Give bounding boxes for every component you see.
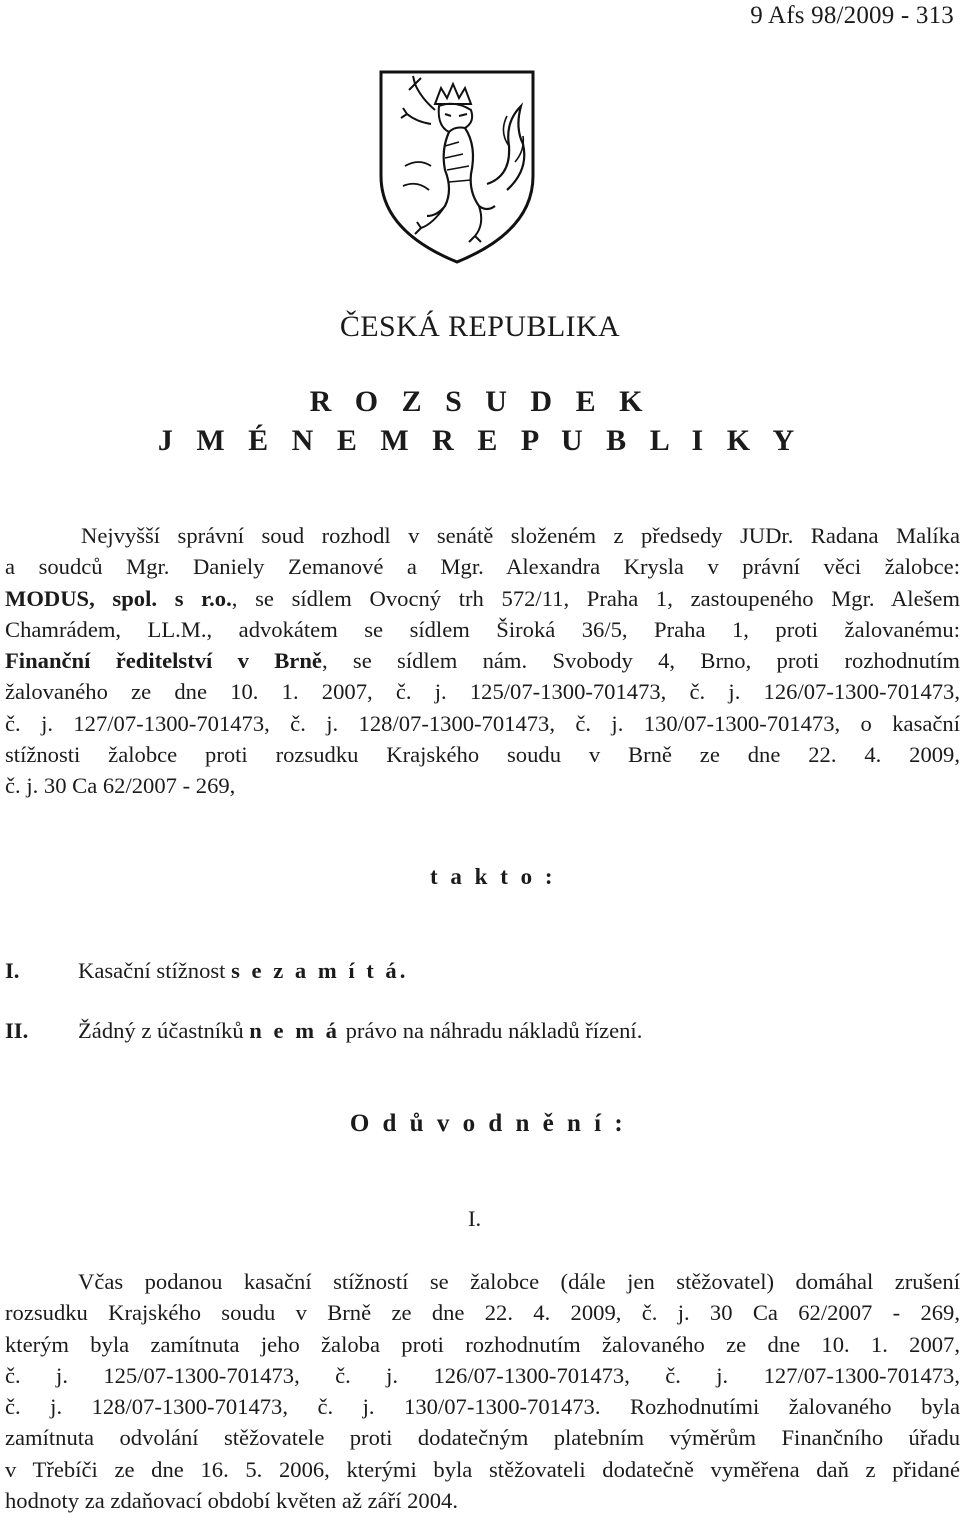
czech-coat-of-arms-lion-icon [375, 66, 539, 266]
judgment-subtitle: J M É N E M R E P U B L I K Y [157, 424, 803, 457]
reasoning-heading: O d ů v o d n ě n í : [349, 1110, 627, 1137]
intro-line: č. j. 30 Ca 62/2007 - 269, [5, 773, 236, 799]
intro-line: stížnosti žalobce proti rozsudku Krajského soudu v Brně ze dne 22. 4. 2009, [5, 742, 960, 768]
reasoning-line: v Třebíči ze dne 16. 5. 2006, kterými byla stěžovateli dodatečně vyměřena daň z přidané [5, 1456, 960, 1482]
section-number: I. [468, 1206, 482, 1231]
reasoning-line: č. j. 125/07-1300-701473, č. j. 126/07-1300-701473, č. j. 127/07-1300-701473, [5, 1362, 960, 1388]
intro-line-rest: , se sídlem nám. Svobody 4, Brno, proti rozhodnutím [321, 648, 960, 674]
reasoning-line: č. j. 128/07-1300-701473, č. j. 130/07-1300-701473. Rozhodnutími žalovaného byla [5, 1394, 960, 1420]
intro-paragraph [5, 520, 960, 802]
reasoning-line: zamítnuta odvolání stěžovatele proti dodatečným platebním výměrům Finančního úřadu [5, 1425, 960, 1451]
reasoning-line: rozsudku Krajského soudu v Brně ze dne 22. 4. 2009, č. j. 30 Ca 62/2007 - 269, [5, 1300, 960, 1326]
verdict-emphasis: n e m á [249, 1018, 340, 1043]
reasoning-line: hodnoty za zdaňovací období květen až září 2004. [5, 1488, 458, 1514]
intro-line: Chamrádem, LL.M., advokátem se sídlem Široká 36/5, Praha 1, proti žalovanému: [5, 616, 960, 642]
plaintiff-name: MODUS, spol. s r.o. [5, 585, 232, 611]
case-number: 9 Afs 98/2009 - 313 [750, 2, 954, 29]
verdict-text: Kasační stížnost s e z a m í t á. [78, 958, 406, 983]
reasoning-line: kterým byla zamítnuta jeho žaloba proti rozhodnutím žalovaného ze dne 10. 1. 2007, [5, 1331, 960, 1357]
intro-line-rest: , se sídlem Ovocný trh 572/11, Praha 1, zastoupeného Mgr. Alešem [231, 585, 960, 611]
intro-line: č. j. 127/07-1300-701473, č. j. 128/07-1300-701473, č. j. 130/07-1300-701473, o kasační [5, 710, 960, 736]
country-heading: ČESKÁ REPUBLIKA [339, 310, 621, 343]
defendant-name: Finanční ředitelství v Brně [5, 648, 322, 674]
intro-line [5, 583, 960, 614]
verdict-number: I. [5, 958, 20, 983]
intro-line: a soudců Mgr. Daniely Zemanové a Mgr. Alexandra Krysla v právní věci žalobce: [5, 554, 960, 580]
reasoning-paragraph [5, 1266, 960, 1516]
intro-line: Nejvyšší správní soud rozhodl v senátě složeném z předsedy JUDr. Radana Malíka [81, 523, 960, 548]
decision-heading: t a k t o : [430, 864, 557, 889]
verdict-number: II. [5, 1018, 29, 1043]
verdict-text: Žádný z účastníků n e m á právo na náhradu nákladů řízení. [78, 1018, 643, 1043]
intro-line: žalovaného ze dne 10. 1. 2007, č. j. 125/07-1300-701473, č. j. 126/07-1300-701473, [5, 679, 960, 705]
intro-line [5, 645, 960, 676]
judgment-title: R O Z S U D E K [309, 385, 651, 418]
verdict-emphasis: s e z a m í t á [231, 958, 400, 983]
reasoning-line: Včas podanou kasační stížností se žalobce (dále jen stěžovatel) domáhal zrušení [78, 1269, 960, 1294]
